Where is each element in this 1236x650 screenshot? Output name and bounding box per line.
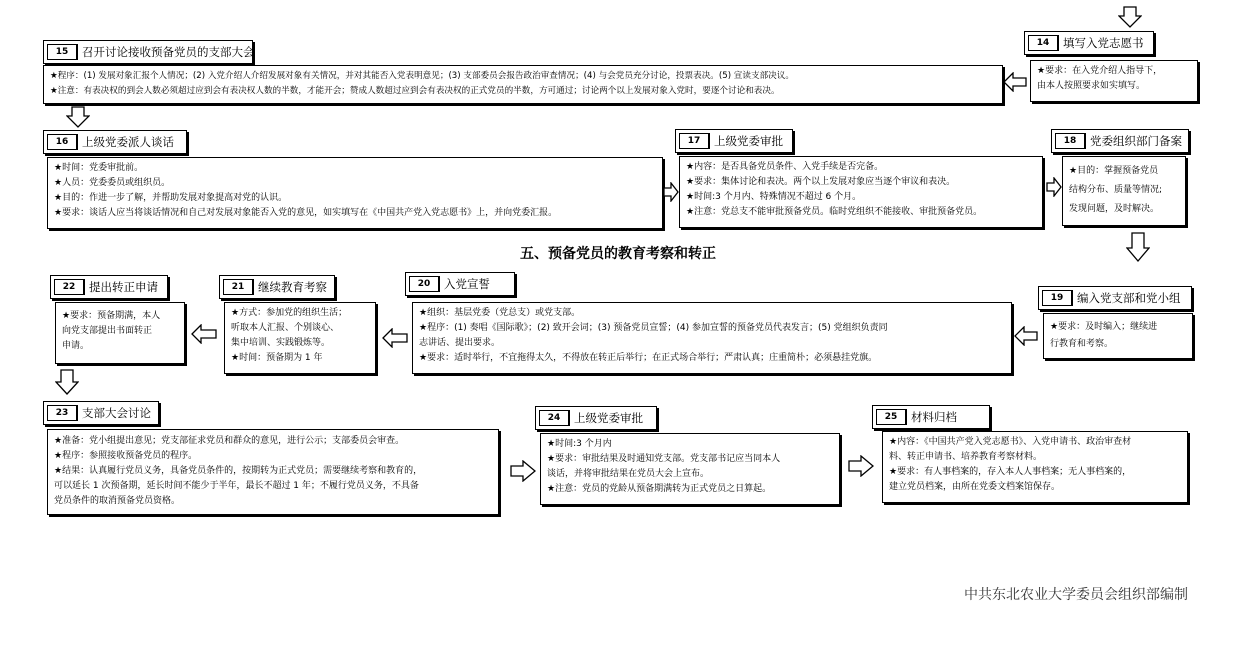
arrow-right-icon bbox=[510, 460, 536, 482]
step-16-line: ★目的：作进一步了解，并帮助发展对象提高对党的认识。 bbox=[54, 193, 288, 203]
step-23-number: 23 bbox=[47, 405, 78, 421]
step-23-line: ★准备：党小组提出意见；党支部征求党员和群众的意见，进行公示；支部委员会审查。 bbox=[54, 436, 405, 446]
step-20-line: ★组织：基层党委（党总支）或党支部。 bbox=[419, 308, 581, 318]
step-24-line: 谈话，并将审批结果在党员大会上宣布。 bbox=[547, 469, 710, 479]
arrow-left-icon bbox=[1014, 326, 1038, 346]
step-22-title: 提出转正申请 bbox=[89, 280, 158, 294]
step-17-title: 上级党委审批 bbox=[714, 134, 783, 148]
step-15-number: 15 bbox=[47, 44, 78, 60]
step-18-number: 18 bbox=[1055, 133, 1086, 149]
step-22-line: 向党支部提出书面转正 bbox=[62, 326, 153, 336]
step-14-number: 14 bbox=[1028, 35, 1059, 51]
step-25-number: 25 bbox=[876, 409, 907, 425]
arrow-down-icon bbox=[1118, 6, 1142, 28]
step-19-box bbox=[1043, 313, 1193, 359]
arrow-down-icon bbox=[55, 369, 79, 395]
arrow-down-icon bbox=[66, 106, 90, 128]
arrow-right-icon bbox=[848, 455, 874, 477]
step-25-box bbox=[882, 431, 1188, 503]
step-16-tag bbox=[43, 130, 187, 154]
step-23-line: ★程序：参照接收预备党员的程序。 bbox=[54, 451, 198, 461]
step-18-box bbox=[1062, 156, 1186, 226]
step-16-number: 16 bbox=[47, 134, 78, 150]
step-20-title: 入党宣誓 bbox=[444, 277, 490, 291]
step-21-title: 继续教育考察 bbox=[258, 280, 327, 294]
step-18-line: 发现问题，及时解决。 bbox=[1069, 204, 1160, 214]
step-14-box bbox=[1030, 60, 1198, 102]
step-23-tag bbox=[43, 401, 159, 425]
step-17-line: ★要求：集体讨论和表决。两个以上发展对象应当逐个审议和表决。 bbox=[686, 177, 956, 187]
step-24-box bbox=[540, 433, 840, 505]
step-17-line: ★注意：党总支不能审批预备党员。临时党组织不能接收、审批预备党员。 bbox=[686, 207, 983, 217]
step-20-tag bbox=[405, 272, 515, 296]
step-24-line: ★要求：审批结果及时通知党支部。党支部书记应当同本人 bbox=[547, 454, 781, 464]
step-19-title: 编入党支部和党小组 bbox=[1077, 291, 1181, 305]
step-17-line: ★内容：是否具备党员条件、入党手续是否完备。 bbox=[686, 162, 884, 172]
step-17-box bbox=[679, 156, 1043, 228]
step-14-title: 填写入党志愿书 bbox=[1063, 36, 1144, 50]
arrow-right-icon bbox=[663, 182, 679, 202]
step-25-line: ★内容：《中国共产党入党志愿书》、入党申请书、政治审查材 bbox=[889, 437, 1132, 447]
step-15-line: ★注意：有表决权的到会人数必须超过应到会有表决权人数的半数，才能开会；赞成人数超过应到会有表决权的正式党员的半数，方可通过；讨论两个以上发展对象入党时，要逐个讨论和表决。 bbox=[50, 86, 780, 96]
step-21-line: ★方式：参加党的组织生活； bbox=[231, 308, 348, 318]
step-25-line: ★要求：有人事档案的，存入本人人事档案；无人事档案的， bbox=[889, 467, 1132, 477]
step-16-line: ★人员：党委委员或组织员。 bbox=[54, 178, 171, 188]
arrow-right-icon bbox=[1046, 177, 1062, 197]
step-14-line: 由本人按照要求如实填写。 bbox=[1037, 81, 1146, 91]
step-24-line: ★注意：党员的党龄从预备期满转为正式党员之日算起。 bbox=[547, 484, 772, 494]
step-19-line: 行教育和考察。 bbox=[1050, 339, 1114, 349]
step-21-number: 21 bbox=[223, 279, 254, 295]
step-16-box bbox=[47, 157, 663, 229]
step-15-tag bbox=[43, 40, 253, 64]
step-14-tag bbox=[1024, 31, 1154, 55]
step-21-line: ★时间：预备期为 1 年 bbox=[231, 353, 323, 363]
step-21-line: 听取本人汇报、个别谈心、 bbox=[231, 323, 340, 333]
section-title: 五、预备党员的教育考察和转正 bbox=[520, 246, 716, 262]
step-24-line: ★时间:3 个月内 bbox=[547, 439, 612, 449]
step-15-box bbox=[43, 65, 1003, 104]
step-17-tag bbox=[675, 129, 793, 153]
step-23-box bbox=[47, 429, 499, 515]
step-24-number: 24 bbox=[539, 410, 570, 426]
step-17-number: 17 bbox=[679, 133, 710, 149]
step-17-line: ★时间:3 个月内、特殊情况不超过 6 个月。 bbox=[686, 192, 862, 202]
step-16-line: ★要求：谈话人应当将谈话情况和自己对发展对象能否入党的意见，如实填写在《中国共产党入党志愿书》上，并向党委汇报。 bbox=[54, 208, 558, 218]
step-22-tag bbox=[50, 275, 168, 299]
step-20-number: 20 bbox=[409, 276, 440, 292]
step-20-line: 志讲话、提出要求。 bbox=[419, 338, 501, 348]
step-20-line: ★要求：适时举行，不宜拖得太久，不得放在转正后举行；在正式场合举行；严肃认真；庄重简朴；必须悬挂党旗。 bbox=[419, 353, 878, 363]
footer-organization: 中共东北农业大学委员会组织部编制 bbox=[964, 587, 1188, 603]
step-22-line: 申请。 bbox=[62, 341, 90, 351]
step-19-number: 19 bbox=[1042, 290, 1073, 306]
arrow-left-icon bbox=[382, 328, 408, 348]
step-22-line: ★要求：预备期满，本人 bbox=[62, 311, 161, 321]
step-25-line: 料、转正申请书、培养教育考察材料。 bbox=[889, 452, 1043, 462]
step-18-tag bbox=[1051, 129, 1189, 153]
step-22-box bbox=[55, 302, 185, 364]
step-16-title: 上级党委派人谈话 bbox=[82, 135, 174, 149]
step-15-line: ★程序：(1) 发展对象汇报个人情况；(2) 入党介绍人介绍发展对象有关情况，并对其能否入党表明意见；(3) 支部委员会报告政治审查情况；(4) 与会党员充分讨论，投票表决。(5) 宣读支部决议。 bbox=[50, 71, 794, 81]
arrow-left-icon bbox=[191, 324, 217, 344]
step-18-title: 党委组织部门备案 bbox=[1090, 134, 1182, 148]
step-19-line: ★要求：及时编入；继续进 bbox=[1050, 322, 1158, 332]
step-18-line: ★目的：掌握预备党员 bbox=[1069, 166, 1159, 176]
step-24-title: 上级党委审批 bbox=[574, 411, 643, 425]
arrow-down-icon bbox=[1126, 232, 1150, 262]
step-25-title: 材料归档 bbox=[911, 410, 957, 424]
step-19-tag bbox=[1038, 286, 1192, 310]
step-23-line: 党员条件的取消预备党员资格。 bbox=[54, 496, 181, 506]
step-23-title: 支部大会讨论 bbox=[82, 406, 151, 420]
arrow-left-icon bbox=[1003, 72, 1027, 92]
step-14-line: ★要求：在入党介绍人指导下， bbox=[1037, 66, 1163, 76]
step-23-line: ★结果：认真履行党员义务，具备党员条件的，按期转为正式党员；需要继续考察和教育的， bbox=[54, 466, 423, 476]
step-16-line: ★时间：党委审批前。 bbox=[54, 163, 144, 173]
step-21-box bbox=[224, 302, 376, 374]
step-23-line: 可以延长 1 次预备期，延长时间不能少于半年，最长不超过 1 年；不履行党员义务，不具备 bbox=[54, 481, 419, 491]
step-24-tag bbox=[535, 406, 657, 430]
step-21-line: 集中培训、实践锻炼等。 bbox=[231, 338, 331, 348]
step-22-number: 22 bbox=[54, 279, 85, 295]
step-20-line: ★程序：(1) 奏唱《国际歌》；(2) 致开会词；(3) 预备党员宣誓；(4) 参加宣誓的预备党员代表发言；(5) 党组织负责同 bbox=[419, 323, 888, 333]
step-18-line: 结构分布、质量等情况; bbox=[1069, 185, 1163, 195]
step-15-title: 召开讨论接收预备党员的支部大会 bbox=[82, 45, 255, 59]
step-21-tag bbox=[219, 275, 335, 299]
step-25-tag bbox=[872, 405, 990, 429]
step-25-line: 建立党员档案，由所在党委文档案馆保存。 bbox=[889, 482, 1061, 492]
step-20-box bbox=[412, 302, 1012, 374]
